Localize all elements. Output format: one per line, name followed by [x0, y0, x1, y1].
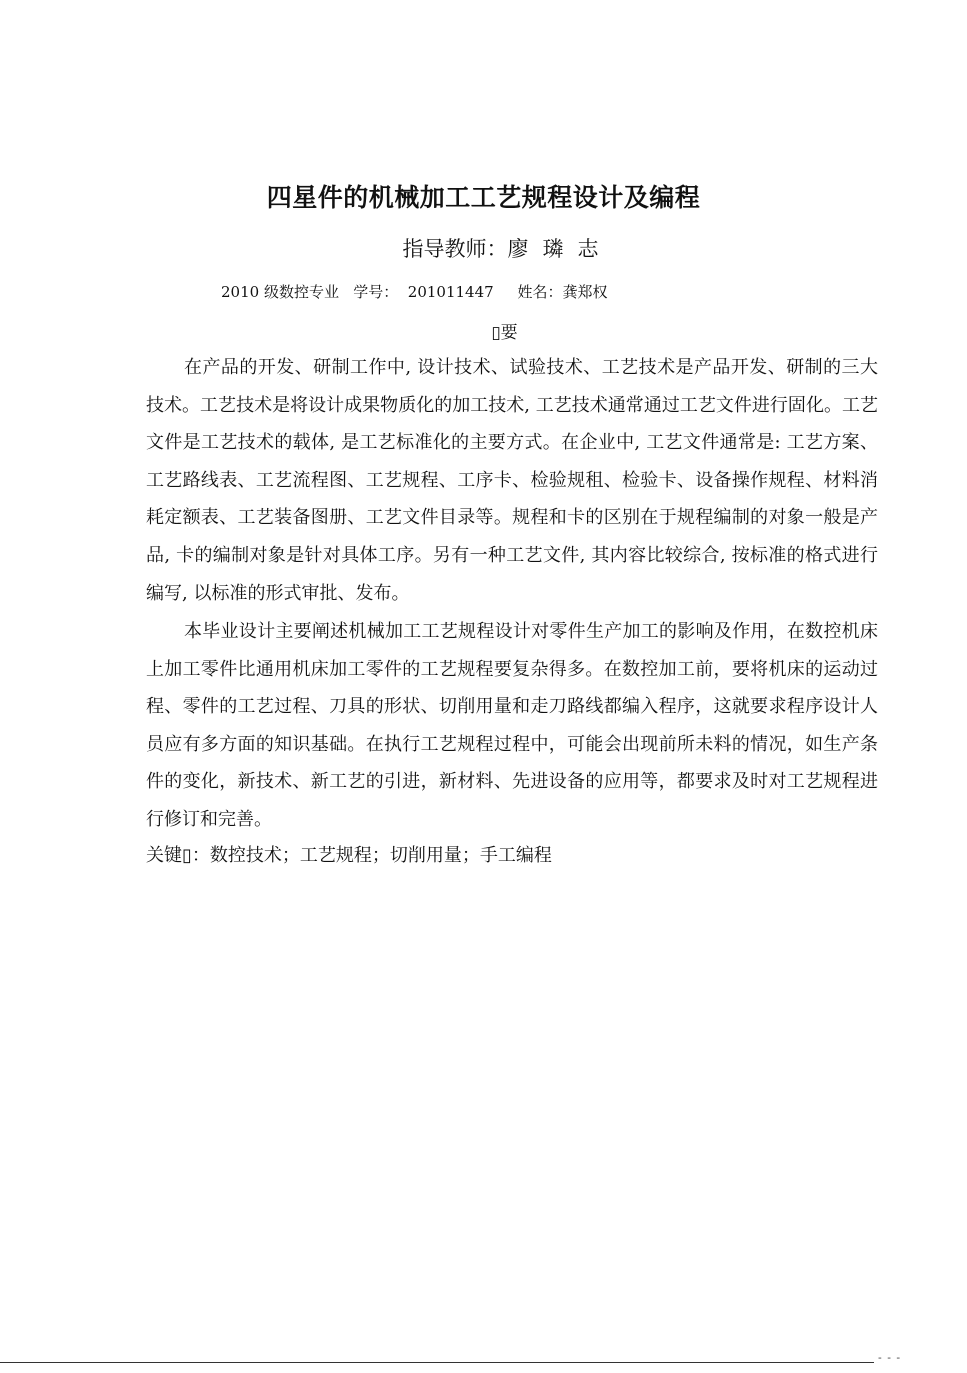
footer-page-mark: - - - [878, 1351, 902, 1364]
abstract-heading: ▯要 [491, 323, 518, 343]
footer-divider [0, 1362, 874, 1363]
document-title: 四星件的机械加工工艺规程设计及编程 [266, 183, 701, 212]
student-info: 2010 级数控专业 学号： 201011447 姓名：龚郑权 [221, 283, 608, 301]
abstract-paragraph-2: 本毕业设计主要阐述机械加工工艺规程设计对零件生产加工的影响及作用，在数控机床上加工零件比通用机床加工零件的工艺规程要复杂得多。在数控加工前，要将机床的运动过程、零件的工艺过程、刀具的形状、切削用量和走刀路线都编入程序，这就要求程序设计人员应有多方面的知识基础。在执行工艺规程过程中，可能会出现前所未料的情况，如生产条件的变化，新技术、新工艺的引进，新材料、先进设备的应用等，都要求及时对工艺规程进行修订和完善。 [146, 621, 878, 830]
abstract-paragraph-1: 在产品的开发、研制工作中, 设计技术、试验技术、工艺技术是产品开发、研制的三大技术。工艺技术是将设计成果物质化的加工技术, 工艺技术通常通过工艺文件进行固化。工艺文件是工艺技术的载体, 是工艺标准化的主要方式。在企业中, 工艺文件通常是: 工艺方案、工艺路线表、工艺流程图、工艺规程、工序卡、检验规租、检验卡、设备操作规程、材料消耗定额表、工艺装备图册、工艺文件目录等。规程和卡的区别在于规程编制的对象一般是产品, 卡的编制对象是针对具体工序。另有一种工艺文件, 其内容比较综合, 按标准的格式进行编写, 以标准的形式审批、发布。 [146, 357, 878, 604]
advisor-label: 指导教师： [402, 237, 508, 261]
keywords-line: 关键▯：数控技术；工艺规程；切削用量；手工编程 [146, 845, 552, 866]
advisor-name: 廖璘志 [507, 237, 613, 261]
advisor-line [0, 233, 967, 263]
